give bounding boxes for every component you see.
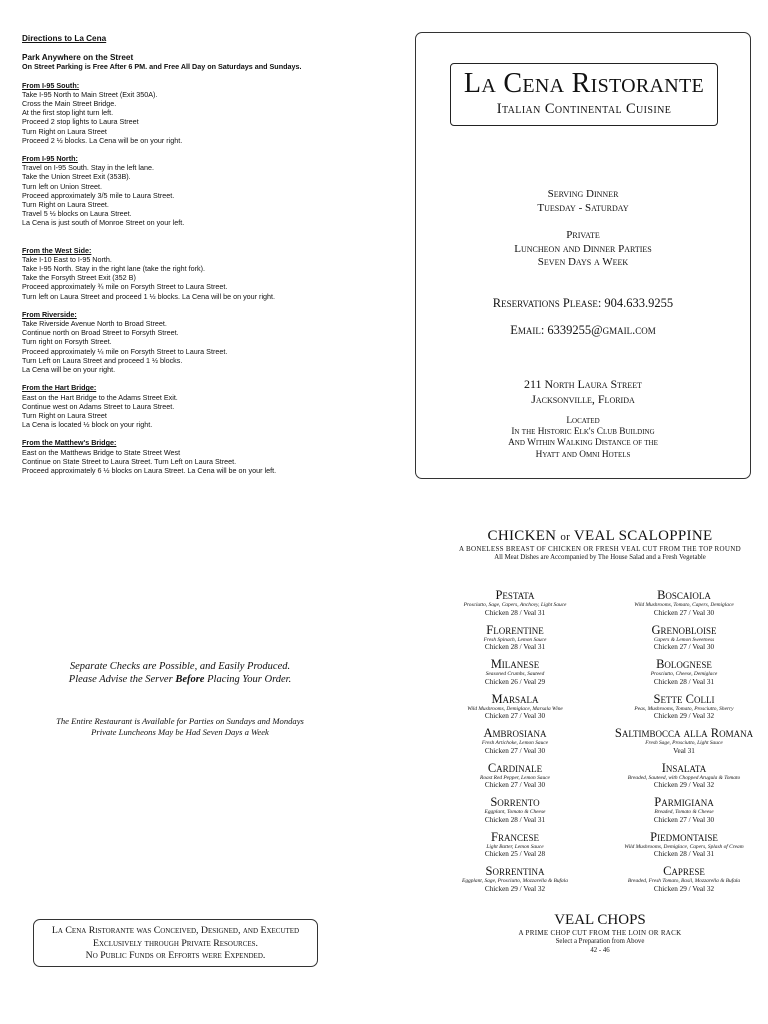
dish-name: Florentine (486, 622, 544, 637)
menu-column-left (440, 588, 590, 899)
directions-step: Take Riverside Avenue North to Broad Street. (22, 319, 167, 329)
dish-price: Chicken 27 / Veal 30 (653, 643, 715, 651)
dish-description: Eggplant, Tomato & Cheese (484, 809, 546, 815)
dish-price: Chicken 29 / Veal 32 (653, 781, 715, 789)
dish-price: Chicken 28 / Veal 31 (484, 643, 546, 651)
directions-step: Take I-95 North to Main Street (Exit 350A). (22, 89, 158, 99)
menu-dish (440, 864, 590, 899)
directions-step: Proceed approximately ¼ mile on Forsyth Street to Laura Street. (22, 346, 228, 356)
menu-dish (600, 657, 768, 692)
dish-name: Francese (491, 829, 539, 844)
menu-title-veal: VEAL SCALOPPINE (573, 528, 713, 544)
dish-price: Chicken 29 / Veal 32 (484, 884, 546, 893)
menu-dish (440, 795, 590, 830)
dish-price: Chicken 26 / Veal 29 (484, 677, 546, 686)
veal-chops-note: Select a Preparation from Above (555, 938, 645, 945)
dish-price: Chicken 25 / Veal 28 (484, 850, 546, 858)
private-days: Seven Days a Week (537, 256, 629, 268)
dish-price: Chicken 27 / Veal 30 (484, 781, 546, 789)
directions-step: Travel 5 ½ blocks on Laura Street. (22, 209, 132, 219)
dish-name: Piedmontaise (650, 829, 718, 844)
dish-description: Fresh Sage, Prosciutto, Light Sauce (645, 740, 723, 746)
directions-section-heading: From I-95 North: (22, 154, 78, 164)
park-subheading: On Street Parking is Free After 6 PM. and Free All Day on Saturdays and Sundays. (22, 62, 302, 72)
dish-price: Chicken 27 / Veal 30 (484, 712, 546, 720)
luncheons-line: Private Luncheons May be Had Seven Days a Week (91, 727, 269, 737)
dish-description: Breaded, Tomato & Cheese (654, 809, 714, 815)
directions-section (22, 81, 397, 145)
located-line: In the Historic Elk's Club Building (511, 427, 655, 438)
directions-step: East on the Hart Bridge to the Adams Street Exit. (22, 392, 178, 402)
dish-name: Saltimbocca alla Romana (614, 726, 754, 740)
menu-dish (600, 830, 768, 865)
directions-section-heading: From the West Side: (22, 245, 92, 255)
park-heading: Park Anywhere on the Street (22, 53, 134, 63)
dish-description: Peas, Mushrooms, Tomato, Prosciutto, Sherry (634, 705, 734, 712)
menu-accompaniment: All Meat Dishes are Accompanied by The House Salad and a Fresh Vegetable (494, 554, 706, 561)
dish-description: Roast Red Pepper, Lemon Sauce (480, 774, 550, 781)
directions-step: Turn Right on Laura Street (22, 126, 107, 136)
menu-dish (600, 692, 768, 727)
directions-section (22, 438, 397, 475)
dish-name: Insalata (661, 760, 707, 775)
dish-name: Sorrento (490, 795, 540, 809)
directions-step: Turn right on Forsyth Street. (22, 337, 112, 347)
dish-description: Eggplant, Sage, Prosciutto, Mozzarella & Bufala (462, 878, 568, 884)
checks-line: Separate Checks are Possible, and Easily Produced. (69, 661, 291, 672)
dish-name: Milanese (490, 657, 540, 671)
directions-step: Proceed 2 ½ blocks. La Cena will be on your right. (22, 135, 183, 145)
dish-price: Chicken 28 / Veal 31 (653, 850, 715, 858)
checks-note (0, 660, 360, 686)
dish-price: Chicken 28 / Veal 31 (484, 815, 546, 824)
menu-dish (440, 830, 590, 865)
menu-dish (600, 761, 768, 796)
directions-step: Take I-10 East to I-95 North. (22, 254, 112, 264)
dish-description: Fresh Artichoke, Lemon Sauce (481, 740, 549, 746)
menu-dish (440, 726, 590, 761)
dish-description: Wild Mushrooms, Demiglace, Marsala Wine (467, 705, 563, 712)
directions-step: East on the Matthews Bridge to State Street West (22, 447, 181, 457)
directions-section (22, 383, 397, 429)
dish-description: Fresh Spinach, Lemon Sauce (483, 636, 547, 643)
directions-step: Proceed approximately ¾ mile on Forsyth Street to Laura Street. (22, 282, 228, 292)
dish-price: Chicken 28 / Veal 31 (484, 608, 546, 617)
veal-chops-title: VEAL CHOPS (554, 912, 646, 928)
dish-description: Wild Mushrooms, Demiglace, Capers, Splash of Cream (624, 843, 744, 850)
dish-price: Chicken 27 / Veal 30 (484, 746, 546, 755)
parties-note (0, 716, 360, 738)
dish-name: Bolognese (656, 657, 712, 671)
dish-name: Grenobloise (651, 622, 717, 637)
directions-step: Take I-95 North. Stay in the right lane (take the right fork). (22, 264, 205, 274)
menu-dish (440, 761, 590, 796)
address (416, 377, 750, 407)
dish-name: Ambrosiana (483, 726, 547, 740)
disclaimer-line: Exclusively through Private Resources. (93, 937, 258, 949)
directions-step: Continue on State Street to Laura Street. Turn Left on Laura Street. (22, 456, 237, 466)
directions-step: At the first stop light turn left. (22, 108, 114, 118)
email-address: Email: 6339255@gmail.com (510, 323, 656, 337)
restaurant-name: La Cena Ristorante (463, 68, 705, 99)
directions-step: Continue west on Adams Street to Laura Street. (22, 401, 175, 411)
menu-dish (600, 864, 768, 899)
veal-chops-price: 42 - 46 (590, 946, 610, 954)
directions-section-heading: From Riverside: (22, 309, 77, 319)
directions-step: Turn Right on Laura Street (22, 410, 107, 420)
menu-title-or: or (560, 531, 571, 543)
menu-dish (600, 588, 768, 623)
city-state: Jacksonville, Florida (531, 392, 635, 406)
dish-name: Parmigiana (654, 795, 714, 809)
dish-name: Caprese (663, 864, 705, 878)
directions-step: Take the Forsyth Street Exit (352 B) (22, 273, 136, 283)
menu-column-right (600, 588, 768, 899)
reservations-phone: Reservations Please: 904.633.9255 (492, 296, 674, 310)
dish-name: Sette Colli (653, 691, 715, 706)
dish-price: Chicken 27 / Veal 30 (653, 608, 715, 617)
directions-section (22, 310, 397, 374)
directions-section-heading: From the Matthew's Bridge: (22, 438, 117, 448)
dish-description: Capers & Lemon Sweetness (653, 636, 715, 643)
veal-chops-subtitle: A PRIME CHOP CUT FROM THE LOIN OR RACK (518, 929, 682, 937)
directions-step: Proceed approximately 6 ½ blocks on Laura Street. La Cena will be on your left. (22, 465, 277, 475)
location-note (416, 416, 750, 461)
menu-title-chicken: CHICKEN (487, 528, 557, 544)
directions-step: Cross the Main Street Bridge. (22, 99, 117, 109)
dish-price: Chicken 29 / Veal 32 (653, 884, 715, 893)
dish-name: Sorrentina (485, 864, 545, 878)
advise-bold: Before (175, 674, 205, 685)
directions-step: La Cena is located ½ block on your right. (22, 420, 153, 430)
dish-name: Marsala (491, 691, 539, 706)
dish-price: Veal 31 (673, 746, 695, 755)
directions-section-heading: From I-95 South: (22, 80, 80, 90)
directions-step: Travel on I-95 South. Stay in the left lane. (22, 163, 154, 173)
serving-hours (416, 188, 750, 215)
directions-step: Turn left on Union Street. (22, 181, 103, 191)
menu-dish (440, 692, 590, 727)
advise-post: Placing Your Order. (204, 674, 292, 685)
dish-name: Cardinale (487, 760, 543, 775)
directions-section (22, 246, 397, 301)
directions-title: Directions to La Cena (22, 34, 107, 43)
directions-step: Continue north on Broad Street to Forsyth Street. (22, 328, 179, 338)
directions-step: Turn Left on Laura Street and proceed 1 ½ blocks. (22, 355, 183, 365)
menu-dish (600, 726, 768, 761)
restaurant-subtitle: Italian Continental Cuisine (496, 101, 672, 117)
directions-sections (22, 81, 397, 476)
dish-price: Chicken 29 / Veal 32 (653, 712, 715, 720)
located-line: And Within Walking Distance of the (508, 438, 658, 449)
directions-section-heading: From the Hart Bridge: (22, 383, 97, 393)
dish-description: Seasoned Crumbs, Sauteed (485, 671, 545, 677)
menu-title (440, 528, 760, 545)
directions-panel (22, 34, 397, 484)
disclaimer-line: La Cena Ristorante was Conceived, Designed, and Executed (51, 925, 300, 936)
located-line: Hyatt and Omni Hotels (535, 449, 631, 460)
menu-dish (440, 657, 590, 692)
directions-step: Proceed 2 stop lights to Laura Street (22, 117, 139, 127)
dish-price: Chicken 28 / Veal 31 (653, 677, 715, 686)
directions-step: Take the Union Street Exit (353B). (22, 172, 131, 182)
dish-description: Light Batter, Lemon Sauce (486, 843, 544, 850)
advise-line (0, 673, 360, 686)
dish-description: Prosciutto, Sage, Capers, Anchovy, Light Sauce (463, 602, 567, 608)
menu-dish (440, 623, 590, 658)
located-label: Located (566, 416, 600, 426)
street-address: 211 North Laura Street (523, 377, 643, 391)
serving-line: Serving Dinner (547, 188, 619, 200)
dish-description: Breaded, Fresh Tomato, Basil, Mozzarella & Bufala (627, 878, 741, 884)
dish-name: Boscaiola (657, 588, 711, 602)
parties-line: The Entire Restaurant is Available for Parties on Sundays and Mondays (56, 716, 304, 726)
dish-description: Wild Mushrooms, Tomato, Capers, Demiglace (634, 602, 734, 608)
funding-disclaimer (33, 919, 318, 967)
directions-step: Turn Right on Laura Street. (22, 200, 109, 210)
dish-description: Breaded, Sauteed, with Chopped Arugula & Tomato (627, 774, 741, 781)
menu-dish (600, 623, 768, 658)
disclaimer-line: No Public Funds or Efforts were Expended. (85, 950, 266, 961)
directions-step: La Cena is just south of Monroe Street on your left. (22, 218, 185, 228)
directions-step: Proceed approximately 3/5 mile to Laura Street. (22, 190, 175, 200)
directions-step: La Cena will be on your right. (22, 365, 116, 375)
restaurant-info-box (415, 32, 751, 479)
serving-days: Tuesday - Saturday (537, 201, 629, 214)
directions-step: Turn left on Laura Street and proceed 1 ½ blocks. La Cena will be on your right. (22, 291, 276, 301)
menu-dish (440, 588, 590, 623)
menu-subtitle: A BONELESS BREAST OF CHICKEN OR FRESH VEAL CUT FROM THE TOP ROUND (459, 545, 741, 553)
private-line: Private (566, 229, 600, 241)
advise-pre: Please Advise the Server (68, 674, 176, 685)
private-parties (416, 229, 750, 270)
scaloppine-menu (440, 528, 760, 954)
private-parties-line: Luncheon and Dinner Parties (514, 242, 652, 255)
dish-description: Prosciutto, Cheese, Demiglace (650, 671, 718, 677)
restaurant-logo (450, 63, 718, 126)
directions-section (22, 154, 397, 228)
dish-name: Pestata (495, 588, 535, 602)
dish-price: Chicken 27 / Veal 30 (653, 815, 715, 824)
menu-dish (600, 795, 768, 830)
veal-chops-section (440, 912, 760, 955)
